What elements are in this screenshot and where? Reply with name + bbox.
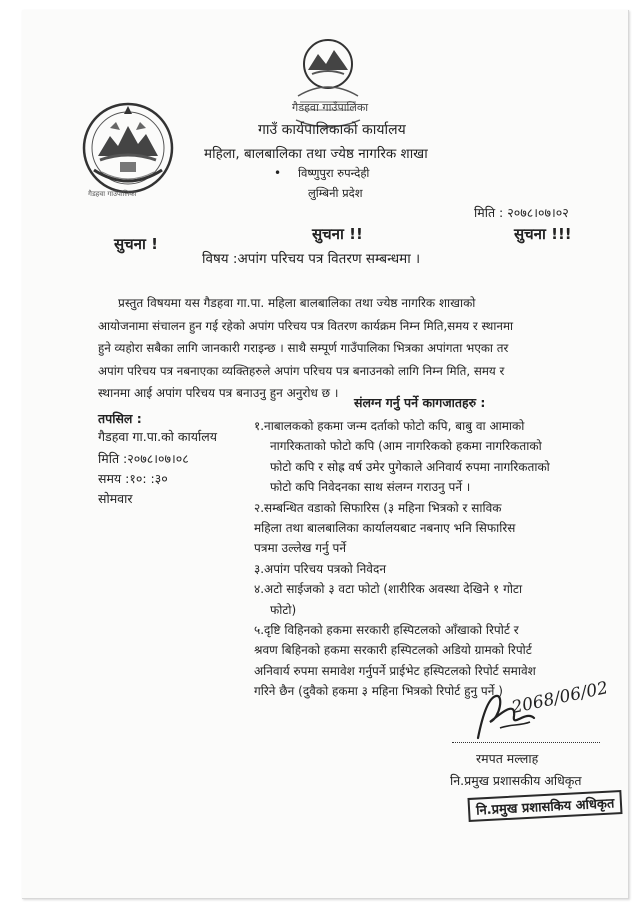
branch-name: महिला, बालबालिका तथा ज्येष्ठ नागरिक शाखा	[204, 146, 428, 162]
document-item: पत्रमा उल्लेख गर्नु पर्ने	[254, 541, 346, 556]
body-line: हुने व्यहोरा सबैका लागि जानकारी गराइन्छ । साथै सम्पूर्ण गाउँपालिका भित्रका अपांगता भएका तर	[98, 341, 509, 355]
body-line: प्रस्तुत विषयमा यस गैडहवा गा.पा. महिला बालबालिका तथा ज्येष्ठ नागरिक शाखाको	[118, 296, 476, 310]
notice-right: सुचना !!!	[514, 225, 572, 243]
document-page	[22, 10, 629, 899]
document-item: फोटो)	[270, 602, 297, 617]
details-place: गैडहवा गा.पा.को कार्यालय	[98, 429, 217, 444]
document-item: अनिवार्य रुपमा समावेश गर्नुपर्ने प्राईभेट हस्पिटलको रिपोर्ट समावेश	[254, 663, 536, 678]
government-emblem-icon	[80, 100, 176, 196]
emblem-label: गैडहवा गाउँपालिका	[88, 190, 137, 198]
document-item: महिला तथा बालबालिका कार्यालयबाट नबनाए भनि सिफारिस	[254, 521, 516, 536]
details-day: सोमवार	[98, 491, 133, 506]
province-name: लुम्बिनी प्रदेश	[308, 186, 363, 200]
signature-line	[452, 742, 600, 743]
document-item: फोटो कपि र सोह्र वर्ष उमेर पुगेकाले अनिवार्य रुपमा नागरिकताको	[270, 459, 550, 474]
body-paragraph	[98, 292, 618, 405]
signatory-name: रमपत मल्लाह	[476, 751, 539, 766]
document-item: १.नाबालकको हकमा जन्म दर्ताको फोटो कपि, बाबु वा आमाको	[254, 419, 525, 433]
details-heading: तपसिल :	[98, 411, 142, 426]
details-time: समय :१०: :३०	[98, 471, 168, 486]
details-date: मिति :२०७८।०७।०८	[98, 451, 189, 466]
signature-date: 2068/06/02	[509, 678, 610, 718]
seal-text: गैडहवा गाउँपालिका	[292, 101, 369, 114]
letter-date: मिति : २०७८।०७।०२	[474, 205, 569, 220]
document-item: श्रवण बिहिनको हकमा सरकारी हस्पिटलको अडियो ग्रामको रिपोर्ट	[254, 643, 532, 658]
document-item: ४.अटो साईजको ३ वटा फोटो (शारीरिक अवस्था देखिने १ गोटा	[254, 582, 523, 597]
bullet-dot: •	[274, 166, 282, 180]
notice-center: सुचना !!	[312, 225, 363, 243]
document-item: २.सम्बन्धित वडाको सिफारिस (३ महिना भित्रको र साविक	[254, 500, 502, 515]
designation-stamp: नि.प्रमुख प्रशासकिय अधिकृत	[467, 790, 622, 822]
subject-line: विषय :अपांग परिचय पत्र वितरण सम्बन्धमा ।	[202, 251, 421, 267]
district-name: विष्णुपुरा रुपन्देही	[298, 166, 370, 180]
documents-heading: संलग्न गर्नु पर्ने कागजातहरु :	[354, 395, 486, 410]
notice-left: सुचना !	[114, 235, 158, 253]
body-line: आयोजनामा संचालन हुन गई रहेको अपांग परिचय पत्र वितरण कार्यक्रम निम्न मिति,समय र स्थानमा	[98, 318, 514, 333]
document-item: फोटो कपि निवेदनका साथ संलग्न गराउनु पर्ने ।	[270, 480, 471, 495]
document-item: गरिने छैन (दुवैको हकमा ३ महिना भित्रको रिपोर्ट हुनु पर्ने )	[254, 684, 503, 699]
documents-list	[254, 416, 614, 702]
document-item: ५.दृष्टि विहिनको हकमा सरकारी हस्पिटलको आँखाको रिपोर्ट र	[254, 623, 519, 638]
signatory-title: नि.प्रमुख प्रशासकीय अधिकृत	[450, 773, 582, 788]
document-item: ३.अपांग परिचय पत्रको निवेदन	[254, 561, 386, 576]
body-line: अपांग परिचय पत्र नबनाएका व्यक्तिहरुले अपांग परिचय पत्र बनाउनको लागि निम्न मिति, समय र	[98, 363, 505, 378]
body-line: स्थानमा आई अपांग परिचय पत्र बनाउनु हुन अनुरोध छ ।	[98, 386, 339, 400]
document-item: नागरिकताको फोटो कपि (आम नागरिकको हकमा नागरिकताको	[270, 439, 542, 454]
office-name: गाउँ कार्यपालिकाको कार्यालय	[258, 122, 406, 138]
